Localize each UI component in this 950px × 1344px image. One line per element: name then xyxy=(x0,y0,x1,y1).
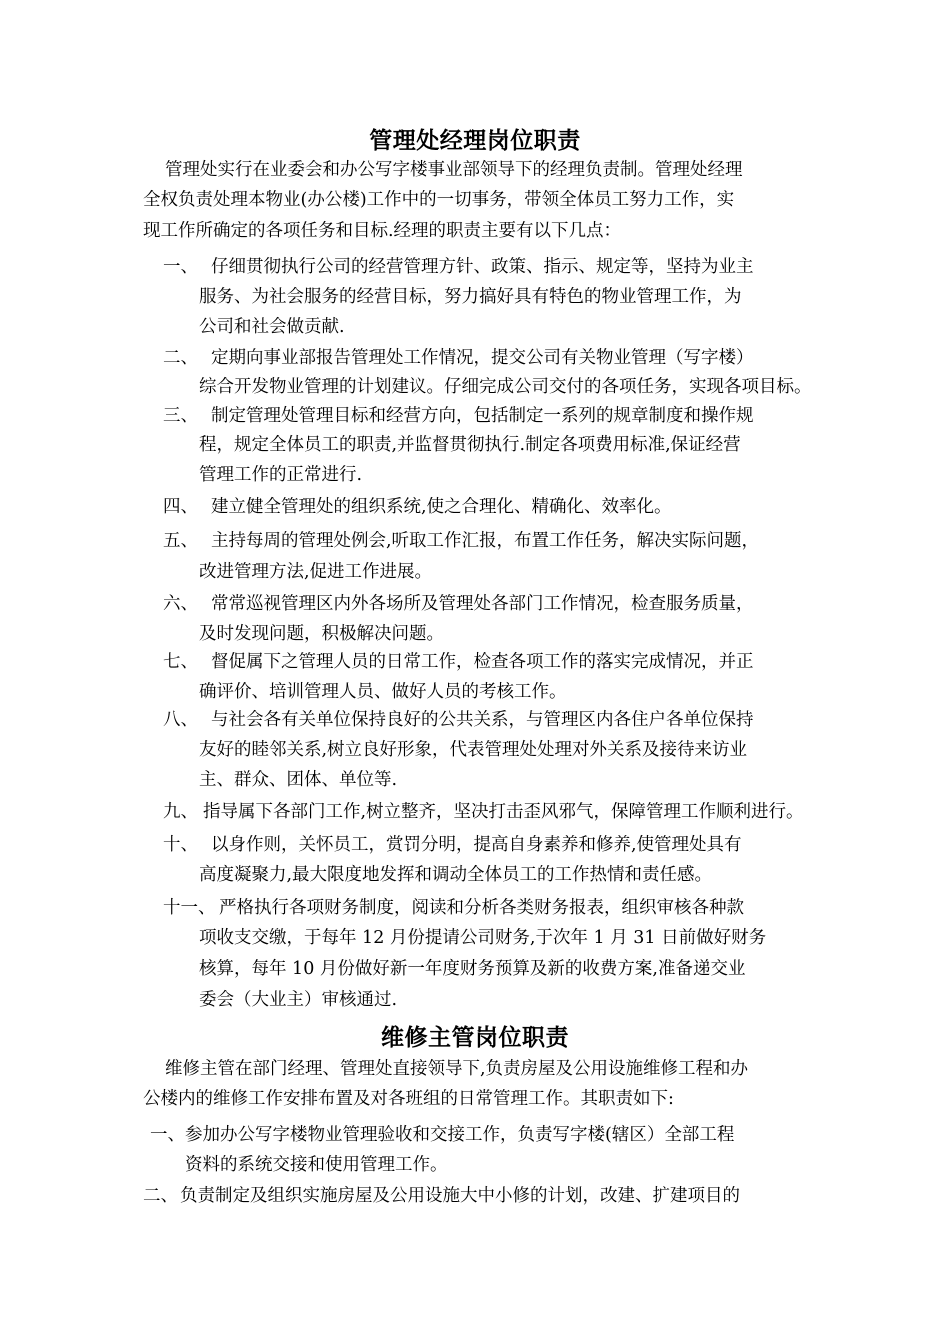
list-item-line: 以身作则，关怀员工，赏罚分明，提高自身素养和修养,使管理处具有 xyxy=(211,835,742,855)
item-number: 二、 xyxy=(143,1186,178,1206)
item-number: 十、 xyxy=(163,835,198,855)
intro-line: 全权负责处理本物业(办公楼)工作中的一切事务，带领全体员工努力工作，实 xyxy=(143,190,735,210)
list-item-line: 确评价、培训管理人员、做好人员的考核工作。 xyxy=(199,682,567,702)
list-item-line: 改进管理方法,促进工作进展。 xyxy=(199,562,433,582)
item-number: 九、 xyxy=(163,802,198,822)
intro-line: 公楼内的维修工作安排布置及对各班组的日常管理工作。其职责如下: xyxy=(143,1089,674,1109)
item-number: 三、 xyxy=(163,406,198,426)
item-number: 一、 xyxy=(163,257,198,277)
section2-title: 维修主管岗位职责 xyxy=(381,1025,569,1051)
list-item-line: 主持每周的管理处例会,听取工作汇报，布置工作任务，解决实际问题， xyxy=(211,531,760,551)
section1-title: 管理处经理岗位职责 xyxy=(369,128,581,154)
list-item-line: 负责制定及组织实施房屋及公用设施大中小修的计划，改建、扩建项目的 xyxy=(180,1186,740,1206)
item-number: 二、 xyxy=(163,348,198,368)
list-item-line: 督促属下之管理人员的日常工作，检查各项工作的落实完成情况，并正 xyxy=(211,652,754,672)
item-number: 六、 xyxy=(163,594,198,614)
list-item-line: 主、群众、团体、单位等. xyxy=(199,770,398,790)
list-item-line: 严格执行各项财务制度，阅读和分析各类财务报表，组织审核各种款 xyxy=(219,898,744,918)
list-item-line: 常常巡视管理区内外各场所及管理处各部门工作情况，检查服务质量， xyxy=(211,594,754,614)
item-number: 四、 xyxy=(163,497,198,517)
item-number: 七、 xyxy=(163,652,198,672)
list-item-line: 高度凝聚力,最大限度地发挥和调动全体员工的工作热情和责任感。 xyxy=(199,865,713,885)
item-number: 八、 xyxy=(163,710,198,730)
list-item-line: 委会（大业主）审核通过. xyxy=(199,990,398,1010)
list-item-line: 服务、为社会服务的经营目标，努力搞好具有特色的物业管理工作，为 xyxy=(199,287,742,307)
list-item-line: 公司和社会做贡献. xyxy=(199,317,345,337)
list-item-line: 管理工作的正常进行. xyxy=(199,465,363,485)
intro-line: 管理处实行在业委会和办公写字楼事业部领导下的经理负责制。管理处经理 xyxy=(165,160,743,180)
list-item-line: 资料的系统交接和使用管理工作。 xyxy=(185,1155,448,1175)
list-item-line: 建立健全管理处的组织系统,使之合理化、精确化、效率化。 xyxy=(211,497,672,517)
item-number: 十一、 xyxy=(163,898,216,918)
list-item-line: 项收支交缴，于每年 12 月份提请公司财务,于次年 1 月 31 日前做好财务 xyxy=(199,928,767,948)
list-item-line: 及时发现问题，积极解决问题。 xyxy=(199,624,444,644)
intro-line: 维修主管在部门经理、管理处直接领导下,负责房屋及公用设施维修工程和办 xyxy=(165,1059,749,1079)
list-item-line: 综合开发物业管理的计划建议。仔细完成公司交付的各项任务，实现各项目标。 xyxy=(199,377,812,397)
list-item-line: 制定管理处管理目标和经营方向，包括制定一系列的规章制度和操作规 xyxy=(211,406,754,426)
list-item-line: 友好的睦邻关系,树立良好形象，代表管理处处理对外关系及接待来访业 xyxy=(199,740,748,760)
list-item-line: 指导属下各部门工作,树立整齐，坚决打击歪风邪气，保障管理工作顺利进行。 xyxy=(203,802,804,822)
list-item-line: 定期向事业部报告管理处工作情况，提交公司有关物业管理（写字楼） xyxy=(211,348,754,368)
list-item-line: 仔细贯彻执行公司的经营管理方针、政策、指示、规定等，坚持为业主 xyxy=(211,257,754,277)
list-item-line: 核算，每年 10 月份做好新一年度财务预算及新的收费方案,准备递交业 xyxy=(199,959,746,979)
intro-line: 现工作所确定的各项任务和目标.经理的职责主要有以下几点： xyxy=(143,221,622,241)
list-item-line: 与社会各有关单位保持良好的公共关系，与管理区内各住户各单位保持 xyxy=(211,710,754,730)
list-item-line: 参加办公写字楼物业管理验收和交接工作，负责写字楼(辖区）全部工程 xyxy=(185,1125,735,1145)
item-number: 五、 xyxy=(163,531,198,551)
item-number: 一、 xyxy=(150,1125,185,1145)
list-item-line: 程，规定全体员工的职责,并监督贯彻执行.制定各项费用标准,保证经营 xyxy=(199,435,741,455)
